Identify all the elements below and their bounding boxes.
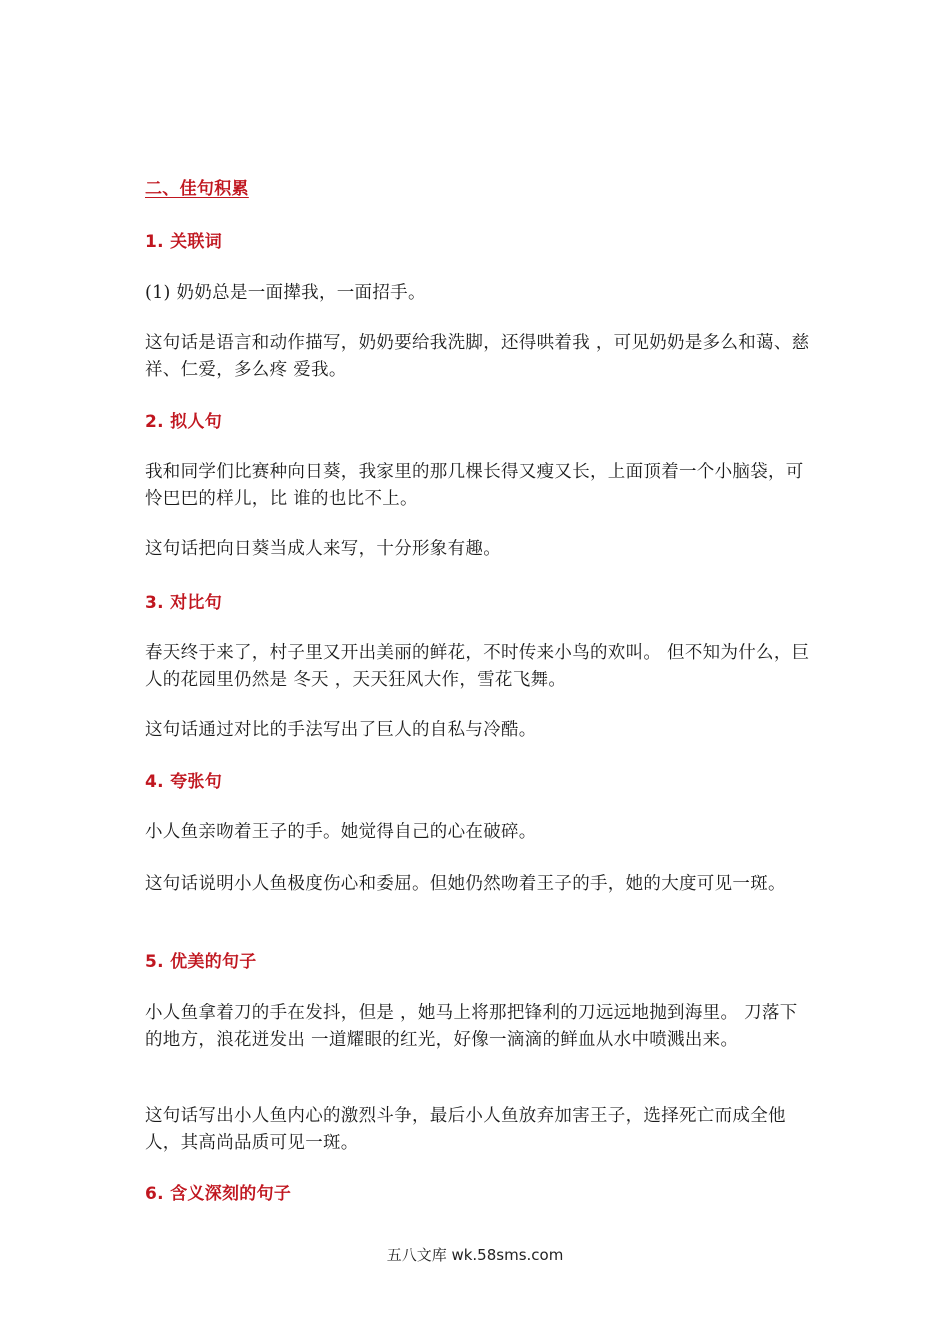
paragraph-example-2: 我和同学们比赛种向日葵，我家里的那几棵长得又瘦又长，上面顶着一个小脑袋，可怜巴巴的样儿，比 谁的也比不上。	[145, 462, 804, 509]
paragraph-analysis-1: 这句话是语言和动作描写，奶奶要给我洗脚，还得哄着我 ，可见奶奶是多么和蔼、慈祥、仁爱，多么疼 爱我。	[145, 333, 810, 380]
paragraph-example-4: 小人鱼亲吻着王子的手。她觉得自己的心在破碎。	[145, 822, 537, 842]
paragraph-analysis-5: 这句话写出小人鱼内心的激烈斗争，最后小人鱼放弃加害王子，选择死亡而成全他人，其高尚品质可见一斑。	[145, 1106, 786, 1153]
paragraph-analysis-4: 这句话说明小人鱼极度伤心和委屈。但她仍然吻着王子的手，她的大度可见一斑。	[145, 874, 786, 894]
footer-watermark: 五八文库 wk.58sms.com	[386, 1246, 564, 1264]
heading-beautiful-sentences: 5. 优美的句子	[145, 952, 257, 972]
heading-hyperbole: 4. 夸张句	[145, 772, 223, 792]
heading-profound-sentences: 6. 含义深刻的句子	[145, 1184, 292, 1204]
heading-personification: 2. 拟人句	[145, 412, 223, 432]
paragraph-analysis-3: 这句话通过对比的手法写出了巨人的自私与冷酷。	[145, 720, 537, 740]
paragraph-example-1: (1) 奶奶总是一面撵我，一面招手。	[145, 283, 426, 303]
heading-contrast: 3. 对比句	[145, 593, 223, 613]
paragraph-example-5: 小人鱼拿着刀的手在发抖，但是 ，她马上将那把锋利的刀远远地抛到海里。 刀落下的地方，浪花迸发出 一道耀眼的红光，好像一滴滴的鲜血从水中喷溅出来。	[145, 1003, 798, 1050]
section-title: 二、佳句积累	[145, 179, 249, 199]
paragraph-analysis-2: 这句话把向日葵当成人来写，十分形象有趣。	[145, 539, 501, 559]
paragraph-example-3: 春天终于来了，村子里又开出美丽的鲜花，不时传来小鸟的欢叫。 但不知为什么，巨人的花园里仍然是 冬天 ，天天狂风大作，雪花飞舞。	[145, 643, 810, 690]
heading-conjunctions: 1. 关联词	[145, 232, 223, 252]
